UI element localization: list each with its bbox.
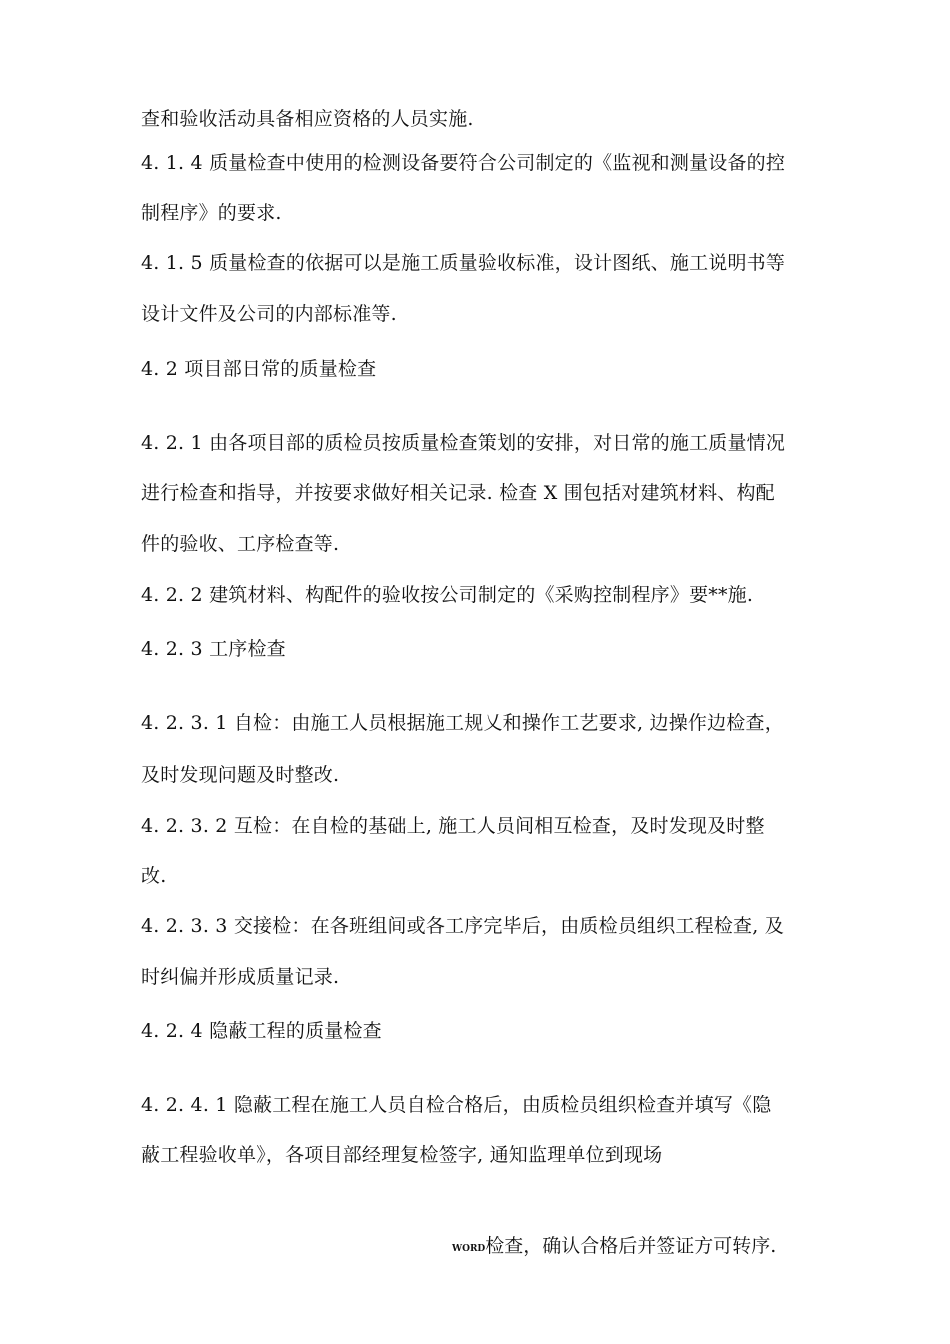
text-line: 4. 1. 5 质量检查的依据可以是施工质量验收标准，设计图纸、施工说明书等 xyxy=(141,252,786,274)
text-line: 设计文件及公司的内部标准等. xyxy=(141,303,397,325)
footer-line xyxy=(452,1237,776,1256)
text-line: 4. 2. 1 由各项目部的质检员按质量检查策划的安排，对日常的施工质量情况 xyxy=(141,432,786,454)
text-line: 4. 1. 4 质量检查中使用的检测设备要符合公司制定的《监视和测量设备的控 xyxy=(141,152,786,174)
section-heading: 4. 2. 4 隐蔽工程的质量检查 xyxy=(141,1020,382,1042)
text-line: 4. 2. 3. 3 交接检：在各班组间或各工序完毕后，由质检员组织工程检查, 及 xyxy=(141,915,784,937)
footer-word-tag: WORD xyxy=(452,1244,486,1254)
text-line: 4. 2. 4. 1 隐蔽工程在施工人员自检合格后，由质检员组织检查并填写《隐 xyxy=(141,1094,772,1116)
text-line: 进行检查和指导，并按要求做好相关记录. 检查 X 围包括对建筑材料、构配 xyxy=(141,482,775,504)
text-line: 4. 2. 2 建筑材料、构配件的验收按公司制定的《采购控制程序》要**施. xyxy=(141,584,754,606)
section-heading: 4. 2 项目部日常的质量检查 xyxy=(141,358,377,380)
text-line: 制程序》的要求. xyxy=(141,202,282,224)
text-line: 蔽工程验收单》，各项目部经理复检签字, 通知监理单位到现场 xyxy=(141,1144,663,1166)
text-line: 件的验收、工序检查等. xyxy=(141,533,340,555)
text-line: 改. xyxy=(141,865,167,887)
section-heading: 4. 2. 3 工序检查 xyxy=(141,638,286,660)
footer-text: 检查，确认合格后并签证方可转序. xyxy=(485,1235,777,1257)
text-line: 4. 2. 3. 2 互检：在自检的基础上, 施工人员间相互检查，及时发现及时整 xyxy=(141,815,765,837)
text-line: 4. 2. 3. 1 自检：由施工人员根据施工规乂和操作工艺要求, 边操作边检查， xyxy=(141,712,784,734)
text-line: 及时发现问题及时整改. xyxy=(141,764,340,786)
text-line: 时纠偏并形成质量记录. xyxy=(141,966,340,988)
text-line: 查和验收活动具备相应资格的人员实施. xyxy=(141,108,474,130)
